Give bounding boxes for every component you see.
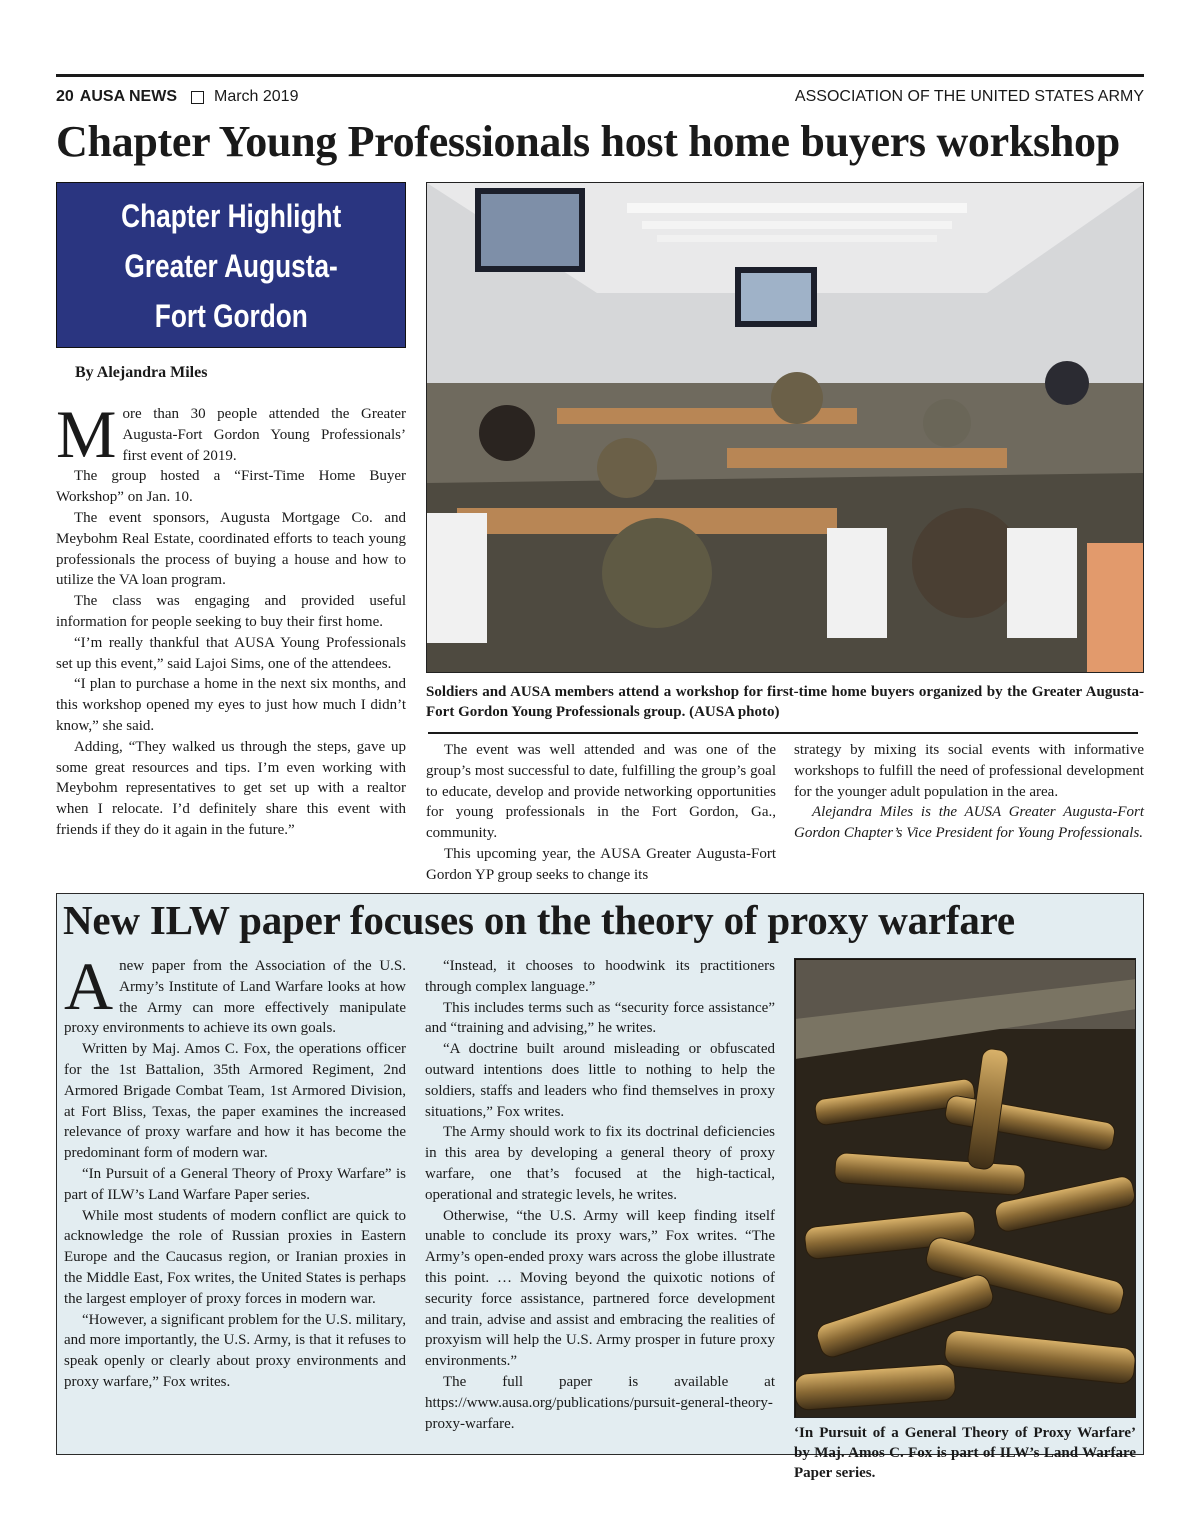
paragraph: Written by Maj. Amos C. Fox, the operations officer for the 1st Battalion, 35th Armored Regiment, 2nd Armored Brigade Combat Team, 1st Armored Division, at Fort Bliss, Texas, the paper examines the increased relevance of proxy warfare and how it has become the predominant form of modern war. — [64, 1041, 406, 1162]
paragraph: More than 30 people attended the Greater Augusta-Fort Gordon Young Professionals’ first event of 2019. — [56, 396, 406, 472]
top-rule — [56, 74, 1144, 77]
paragraph: “I’m really thankful that AUSA Young Professionals set up this event,” said Lajoi Sims, one of the attendees. — [56, 634, 406, 672]
paragraph: This upcoming year, the AUSA Greater Augusta-Fort Gordon YP group seeks to change its — [426, 845, 776, 883]
author-note: Alejandra Miles is the AUSA Greater Augusta-Fort Gordon Chapter’s Vice President for Young Professionals. — [794, 804, 1144, 842]
paragraph: The class was engaging and provided useful information for people seeking to buy their first home. — [56, 593, 406, 630]
paragraph: Adding, “They walked us through the steps, gave up some great resources and tips. I’m even working with Meybohm representatives to get set up with a realtor when I relocate. I’d definitely share this event with friends if they do it again in the future.” — [56, 738, 406, 838]
article2-column-1 — [64, 948, 406, 1393]
paragraph: The Army should work to fix its doctrinal deficiencies in this area by developing a general theory of proxy warfare, one that’s focused at the high-tactical, operational and strategic levels, he writes. — [425, 1124, 775, 1203]
paragraph: This includes terms such as “security force assistance” and “training and advising,” he writes. — [425, 999, 775, 1037]
workshop-photo-illustration — [427, 183, 1144, 673]
paragraph: The event sponsors, Augusta Mortgage Co. and Meybohm Real Estate, coordinated efforts to teach young professionals the process of buying a house and how to utilize the VA loan program. — [56, 509, 406, 589]
caption-rule — [428, 732, 1138, 734]
paragraph: Otherwise, “the U.S. Army will keep finding itself unable to conclude its proxy wars,” Fox writes. “The Army’s open-ended proxy wars across the globe illustrate this point. … Moving beyond the quixotic notions of security force assistance, partnered force development and train, advise and assist and embracing the realities of proxyism will help the U.S. Army prosper in future proxy environments.” — [425, 1207, 775, 1370]
paragraph: “In Pursuit of a General Theory of Proxy Warfare” is part of ILW’s Land Warfare Paper series. — [64, 1165, 406, 1203]
folio-left — [56, 88, 298, 106]
article2-headline: New ILW paper focuses on the theory of proxy warfare — [63, 897, 1015, 943]
highlight-line-3: Fort Gordon — [154, 298, 308, 334]
paragraph: “I plan to purchase a home in the next six months, and this workshop opened my eyes to just how much I didn’t know,” she said. — [56, 676, 406, 734]
shell-casings-photo — [794, 958, 1136, 1418]
highlight-line-2: Greater Augusta- — [124, 248, 338, 284]
highlight-line-1: Chapter Highlight — [120, 198, 342, 234]
shell-casings-illustration — [795, 959, 1136, 1418]
byline: By Alejandra Miles — [75, 364, 208, 381]
workshop-photo — [426, 182, 1144, 673]
article1-headline: Chapter Young Professionals host home buyers workshop — [56, 117, 1120, 166]
article2-column-2 — [425, 956, 775, 1434]
page-folio — [56, 86, 1144, 108]
publication-name: AUSA NEWS — [79, 88, 177, 105]
paragraph: “However, a significant problem for the U.S. military, and more importantly, the U.S. Army, is that it refuses to speak openly or clearly about proxy environments and proxy warfare,” Fox writes. — [64, 1311, 406, 1390]
paragraph: Anew paper from the Association of the U.S. Army’s Institute of Land Warfare looks at how the Army can more effectively manipulate proxy environments to achieve its own goals. — [64, 948, 406, 1037]
paragraph: “Instead, it chooses to hoodwink its practitioners through complex language.” — [425, 958, 775, 995]
article1-column-2 — [426, 740, 776, 886]
paragraph: “A doctrine built around misleading or obfuscated outward intentions does little to nothing to help the soldiers, staffs and leaders who find themselves in proxy situations,” Fox writes. — [425, 1041, 775, 1120]
organization-name: ASSOCIATION OF THE UNITED STATES ARMY — [794, 88, 1144, 105]
article1-column-3 — [794, 740, 1144, 844]
paragraph: The group hosted a “First-Time Home Buyer Workshop” on Jan. 10. — [56, 468, 406, 506]
drop-cap: M — [56, 396, 117, 472]
issue-date: March 2019 — [213, 88, 299, 105]
square-bullet-icon — [191, 91, 204, 104]
workshop-photo-caption: Soldiers and AUSA members attend a workshop for first-time home buyers organized by the Greater Augusta-Fort Gordon Young Professionals group. (AUSA photo) — [426, 684, 1144, 720]
paragraph: strategy by mixing its social events with informative workshops to fulfill the need of professional development for the younger adult population in the area. — [794, 742, 1144, 800]
chapter-highlight-box — [56, 182, 406, 348]
paragraph: The event was well attended and was one of the group’s most successful to date, fulfilling the group’s goal to educate, develop and provide networking opportunities for young professionals in the Fort Gordon, Ga., community. — [426, 742, 776, 842]
article1-column-1 — [56, 396, 406, 841]
shell-casings-caption: ‘In Pursuit of a General Theory of Proxy Warfare’ by Maj. Amos C. Fox is part of ILW’s Land Warfare Paper series. — [794, 1425, 1136, 1481]
page-number: 20 — [56, 88, 74, 105]
paragraph: While most students of modern conflict are quick to acknowledge the role of Russian proxies in Eastern Europe and the Caucasus region, or Iranian proxies in the Middle East, Fox writes, the United States is perhaps the largest employer of proxy forces in modern war. — [64, 1207, 406, 1307]
paragraph: The full paper is available at https://www.ausa.org/publications/pursuit-general-theory-proxy-warfare. — [425, 1373, 775, 1432]
drop-cap: A — [64, 948, 114, 1024]
